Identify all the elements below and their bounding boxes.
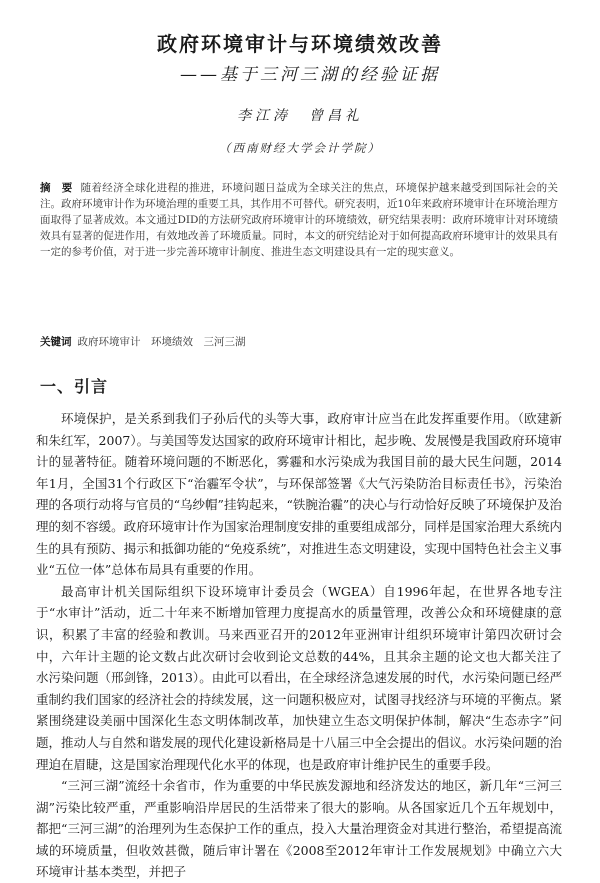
section-heading: 一、引言 — [40, 377, 109, 396]
body-paragraph: 最高审计机关国际组织下设环境审计委员会（WGEA）自1996年起，在世界各地专注于“水审计”活动，近二十年来不断增加管理力度提高水的质量管理，改善公众和环境健康的意识，积累了丰富的经验和教训。马来西亚召开的2012年亚洲审计组织环境审计第四次研讨会中，六年计主题的论文数占此次研讨会收到论文总数的44%，且其余主题的论文也大都关注了水污染问题（邢剑锋，2013）。由此可以看出，在全球经济急速发展的时代，水污染问题已经严重制约我们国家的经济社会的持续发展，这一问题积极应对，试图寻找经济与环境的平衡点。紧紧围绕建设美丽中国深化生态文明体制改革，加快建立生态文明保护体制，解决“生态赤字”问题，推动人与自然和谐发展的现代化建设新格局是十八届三中全会提出的倡议。水污染问题的治理迫在眉睫，这是国家治理现代化水平的体现，也是政府审计维护民生的重要手段。 — [36, 583, 562, 772]
abstract-block — [40, 180, 558, 260]
paper-title: 政府环境审计与环境绩效改善 — [157, 32, 443, 56]
paper-authors: 李江涛 曾昌礼 — [237, 108, 363, 124]
body-paragraph: 环境保护，是关系到我们子孙后代的头等大事，政府审计应当在此发挥重要作用。（欧建新和朱红军，2007）。与美国等发达国家的政府环境审计相比，起步晚、发展慢是我国政府环境审计的显著特征。随着环境问题的不断恶化，雾霾和水污染成为我国目前的最大民生问题，2014年1月，全国31个行政区下“治霾军令状”，与环保部签署《大气污染防治目标责任书》，污染治理的各项行动将与官员的“乌纱帽”挂钩起来，“铁腕治霾”的决心与行动恰好反映了环境保护及治理的刻不容缓。政府环境审计作为国家治理制度安排的重要组成部分，同样是国家治理大系统内生的具有预防、揭示和抵御功能的“免疫系统”，对推进生态文明建设，实现中国特色社会主义事业“五位一体”总体布局具有重要的作用。 — [36, 411, 562, 578]
author-affiliation: （西南财经大学会计学院） — [219, 141, 381, 155]
keywords-text: 政府环境审计 环境绩效 三河三湖 — [77, 336, 246, 348]
keywords-label: 关键词 — [40, 336, 72, 348]
abstract-label: 摘 要 — [40, 182, 73, 194]
keywords-block — [40, 334, 558, 350]
body-paragraph: “三河三湖”流经十余省市，作为重要的中华民族发源地和经济发达的地区，新几年“三河三湖”污染比较严重，严重影响沿岸居民的生活带来了很大的影响。从各国家近几个五年规划中，都把“三河三湖”的治理列为生态保护工作的重点，投入大量治理资金对其进行整治，希望提高流域的环境质量，但收效甚微，随后审计署在《2008至2012年审计工作发展规划》中确立六大环境审计基本类型，并把子 — [36, 778, 562, 880]
paper-subtitle: ——基于三河三湖的经验证据 — [180, 65, 440, 85]
body-text — [36, 408, 562, 883]
abstract-text: 随着经济全球化进程的推进，环境问题日益成为全球关注的焦点，环境保护越来越受到国际社会的关注。政府环境审计作为环境治理的重要工具，其作用不可替代。研究表明，近10年来政府环境审计在环境治理方面取得了显著成效。本文通过DID的方法研究政府环境审计的环境绩效，研究结果表明：政府环境审计对环境绩效具有显著的促进作用，有效地改善了环境质量。同时，本文的研究结论对于如何提高政府环境审计的效果具有一定的参考价值，对于进一步完善环境审计制度、推进生态文明建设具有一定的现实意义。 — [40, 182, 559, 258]
